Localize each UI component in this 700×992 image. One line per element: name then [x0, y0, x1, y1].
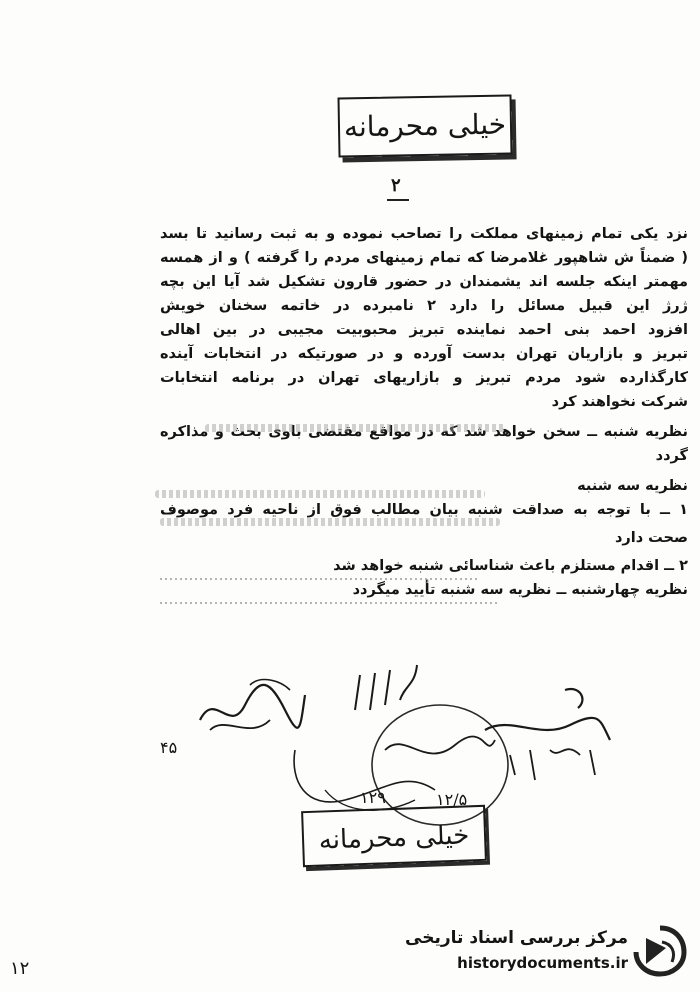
document-body: [160, 222, 688, 602]
body-line: شرکت نخواهند کرد: [551, 394, 688, 410]
archive-watermark: [405, 922, 690, 982]
body-line: مهمتر اینکه جلسه اند یشمندان در حضور قارون تشکیل شد آیا این بچه: [160, 274, 688, 290]
handwritten-number: ۱۲/۵: [436, 790, 468, 809]
body-line: نزد یکی تمام زمینهای مملکت را تصاحب نموده و به ثبت رسانید تا بسد: [160, 226, 688, 242]
body-line: افزود احمد بنی احمد نماینده تبریز محبوبیت مجیبی در بین اهالی: [160, 322, 688, 338]
body-line: تبریز و بازاریان تهران بدست آورده و در صورتیکه در انتخابات آینده: [160, 346, 688, 362]
body-line: ژرژ این قبیل مسائل را دارد ۲ نامبرده در خاتمه سخنان خویش: [160, 298, 688, 314]
page-number: ۲: [391, 175, 401, 196]
faint-typed-line: [160, 518, 500, 526]
body-line: صحت دارد: [614, 530, 688, 546]
body-line: ۱ ــ با توجه به صداقت شنبه بیان مطالب فوق از ناحیه فرد موصوف: [160, 502, 688, 518]
page-number-underline: [387, 199, 409, 201]
body-line: کارگذارده شود مردم تبریز و بازاریهای تهران در برنامه انتخابات: [160, 370, 688, 386]
classification-stamp-bottom: خیلی محرمانه: [301, 805, 487, 867]
body-line: ۲ ــ اقدام مستلزم باعث شناسائی شنبه خواهد شد: [333, 558, 688, 574]
archive-name: مرکز بررسی اسناد تاریخی: [405, 928, 628, 948]
dotted-line: [160, 578, 480, 580]
handwritten-number: ۱۲۹: [360, 788, 386, 807]
faint-typed-line: [155, 490, 485, 498]
archive-logo-icon: [632, 924, 688, 978]
body-line: ( ضمناً ش شاهپور غلامرضا که تمام زمینهای مردم را گرفته ) و از همسه: [160, 250, 688, 266]
body-line: نظریه شنبه ــ سخن خواهد شد که در مواقع مقتضی باوی بحث و مذاکره: [160, 424, 688, 440]
archive-url[interactable]: historydocuments.ir: [457, 954, 628, 972]
body-line: نظریه چهارشنبه ــ نظریه سه شنبه تأیید میگردد: [352, 582, 688, 598]
margin-page-number: ۱۲: [10, 958, 30, 979]
classification-stamp-top: خیلی محرمانه: [337, 94, 512, 157]
body-line: گردد: [655, 448, 688, 464]
handwritten-number: ۴۵: [160, 738, 178, 757]
dotted-line: [160, 602, 500, 604]
faint-typed-line: [205, 424, 505, 432]
body-line: نظریه سه شنبه: [577, 478, 688, 494]
